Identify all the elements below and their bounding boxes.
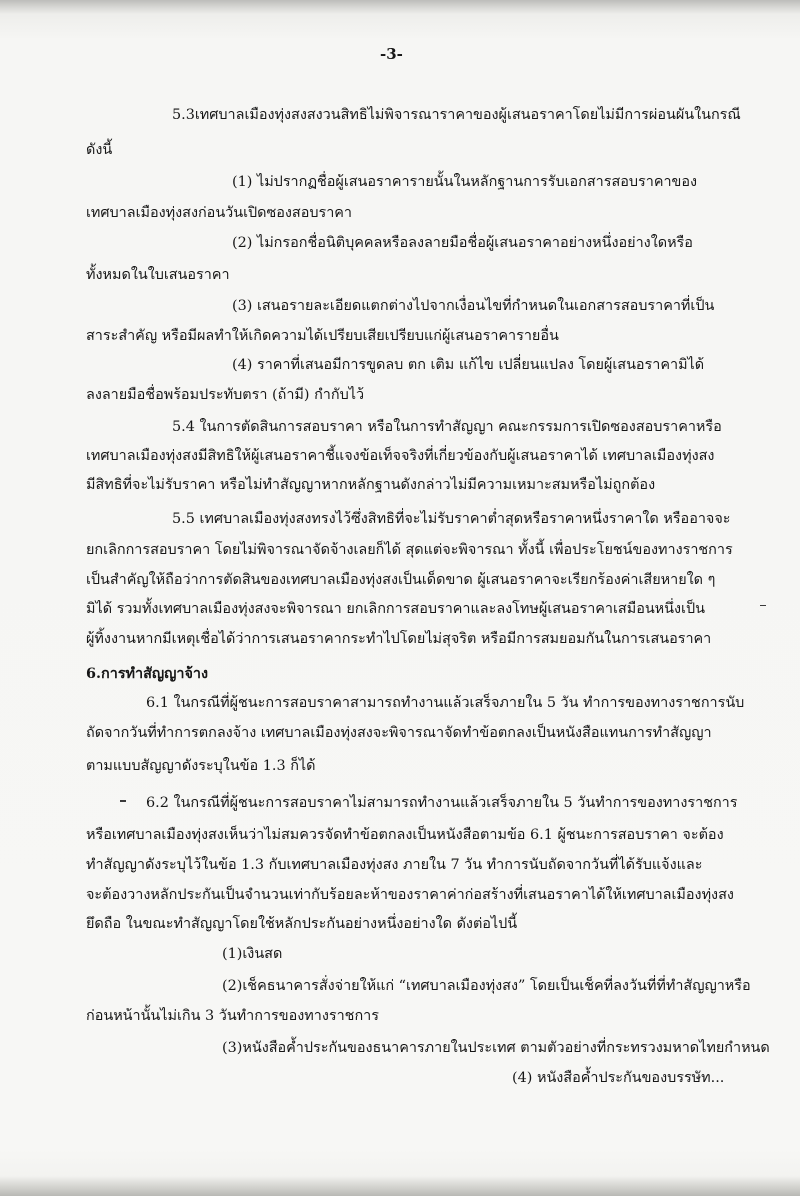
- item-2-line-1: (2) ไม่กรอกชื่อนิติบุคคลหรือลงลายมือชื่อผู้เสนอราคาอย่างหนึ่งอย่างใดหรือ: [232, 235, 693, 251]
- clause-5-5-line-4: มิได้ รวมทั้งเทศบาลเมืองทุ่งสงจะพิจารณา ยกเลิกการสอบราคาและลงโทษผู้เสนอราคาเสมือนหนึ่งเป็น: [86, 601, 705, 617]
- scan-speck: [760, 605, 766, 606]
- clause-5-5-line-3: เป็นสำคัญให้ถือว่าการตัดสินของเทศบาลเมืองทุ่งสงเป็นเด็ดขาด ผู้เสนอราคาจะเรียกร้องค่าเสียหายใด ๆ: [86, 572, 716, 588]
- clause-5-5-line-2: ยกเลิกการสอบราคา โดยไม่พิจารณาจัดจ้างเลยก็ได้ สุดแต่จะพิจารณา ทั้งนี้ เพื่อประโยชน์ของทางราชการ: [86, 542, 733, 558]
- scan-top-edge: [0, 0, 800, 14]
- clause-5-5-line-5: ผู้ทิ้งงานหากมีเหตุเชื่อได้ว่าการเสนอราคากระทำไปโดยไม่สุจริต หรือมีการสมยอมกันในการเสนอราคา: [86, 631, 712, 647]
- guarantee-item-2-line-2: ก่อนหน้านั้นไม่เกิน 3 วันทำการของทางราชการ: [86, 1008, 379, 1024]
- clause-5-4-line-3: มีสิทธิที่จะไม่รับราคา หรือไม่ทำสัญญาหากหลักฐานดังกล่าวไม่มีความเหมาะสมหรือไม่ถูกต้อง: [86, 477, 656, 493]
- clause-5-4-line-1: 5.4 ในการตัดสินการสอบราคา หรือในการทำสัญญา คณะกรรมการเปิดซองสอบราคาหรือ: [172, 419, 722, 435]
- guarantee-item-3: (3)หนังสือค้ำประกันของธนาคารภายในประเทศ ตามตัวอย่างที่กระทรวงมหาดไทยกำหนด: [222, 1040, 770, 1056]
- item-1-line-2: เทศบาลเมืองทุ่งสงก่อนวันเปิดซองสอบราคา: [86, 205, 352, 221]
- clause-5-3-line-2: ดังนี้: [86, 142, 113, 158]
- clause-5-5-line-1: 5.5 เทศบาลเมืองทุ่งสงทรงไว้ซึ่งสิทธิที่จะไม่รับราคาต่ำสุดหรือราคาหนึ่งราคาใด หรืออาจจะ: [172, 511, 731, 527]
- item-4-line-2: ลงลายมือชื่อพร้อมประทับตรา (ถ้ามี) กำกับไว้: [86, 387, 365, 403]
- clause-6-1-line-2: ถัดจากวันที่ทำการตกลงจ้าง เทศบาลเมืองทุ่งสงจะพิจารณาจัดทำข้อตกลงเป็นหนังสือแทนการทำสัญญา: [86, 725, 712, 741]
- item-3-line-2: สาระสำคัญ หรือมีผลทำให้เกิดความได้เปรียบเสียเปรียบแก่ผู้เสนอราคารายอื่น: [86, 328, 559, 344]
- clause-6-2-line-3: ทำสัญญาดังระบุไว้ในข้อ 1.3 กับเทศบาลเมืองทุ่งสง ภายใน 7 วัน ทำการนับถัดจากวันที่ได้รับแจ้งและ: [86, 857, 703, 873]
- section-6-heading: 6.การทำสัญญาจ้าง: [86, 665, 209, 682]
- clause-5-4-line-2: เทศบาลเมืองทุ่งสงมีสิทธิให้ผู้เสนอราคาชี้แจงข้อเท็จจริงที่เกี่ยวข้องกับผู้เสนอราคาได้ เทศบาลเมืองทุ่งสง: [86, 448, 715, 464]
- clause-6-2-line-5: ยึดถือ ในขณะทำสัญญาโดยใช้หลักประกันอย่างหนึ่งอย่างใด ดังต่อไปนี้: [86, 916, 518, 932]
- scan-speck: [120, 800, 126, 802]
- clause-6-1-line-1: 6.1 ในกรณีที่ผู้ชนะการสอบราคาสามารถทำงานแล้วเสร็จภายใน 5 วัน ทำการของทางราชการนับ: [146, 695, 745, 711]
- item-4-line-1: (4) ราคาที่เสนอมีการขูดลบ ตก เติม แก้ไข เปลี่ยนแปลง โดยผู้เสนอราคามิได้: [232, 357, 705, 373]
- guarantee-item-1: (1)เงินสด: [222, 946, 283, 962]
- clause-6-2-line-4: จะต้องวางหลักประกันเป็นจำนวนเท่ากับร้อยละห้าของราคาค่าก่อสร้างที่เสนอราคาได้ให้เทศบาลเมืองทุ่งสง: [86, 887, 734, 903]
- item-3-line-1: (3) เสนอรายละเอียดแตกต่างไปจากเงื่อนไขที่กำหนดในเอกสารสอบราคาที่เป็น: [232, 298, 715, 314]
- clause-6-2-line-2: หรือเทศบาลเมืองทุ่งสงเห็นว่าไม่สมควรจัดทำข้อตกลงเป็นหนังสือตามข้อ 6.1 ผู้ชนะการสอบราคา จะต้อง: [86, 827, 724, 843]
- page-number: -3-: [380, 45, 403, 63]
- guarantee-item-4-continued: (4) หนังสือค้ำประกันของบรรษัท...: [512, 1070, 725, 1086]
- item-2-line-2: ทั้งหมดในใบเสนอราคา: [86, 267, 230, 283]
- clause-5-3-line-1: 5.3เทศบาลเมืองทุ่งสงสงวนสิทธิไม่พิจารณาราคาของผู้เสนอราคาโดยไม่มีการผ่อนผันในกรณี: [172, 107, 741, 123]
- item-1-line-1: (1) ไม่ปรากฏชื่อผู้เสนอราคารายนั้นในหลักฐานการรับเอกสารสอบราคาของ: [232, 174, 698, 190]
- clause-6-2-line-1: 6.2 ในกรณีที่ผู้ชนะการสอบราคาไม่สามารถทำงานแล้วเสร็จภายใน 5 วันทำการของทางราชการ: [146, 795, 738, 811]
- guarantee-item-2-line-1: (2)เช็คธนาคารสั่งจ่ายให้แก่ “เทศบาลเมืองทุ่งสง” โดยเป็นเช็คที่ลงวันที่ที่ทำสัญญาหรือ: [222, 978, 751, 994]
- clause-6-1-line-3: ตามแบบสัญญาดังระบุในข้อ 1.3 ก็ได้: [86, 758, 316, 774]
- scan-bottom-edge: [0, 1176, 800, 1196]
